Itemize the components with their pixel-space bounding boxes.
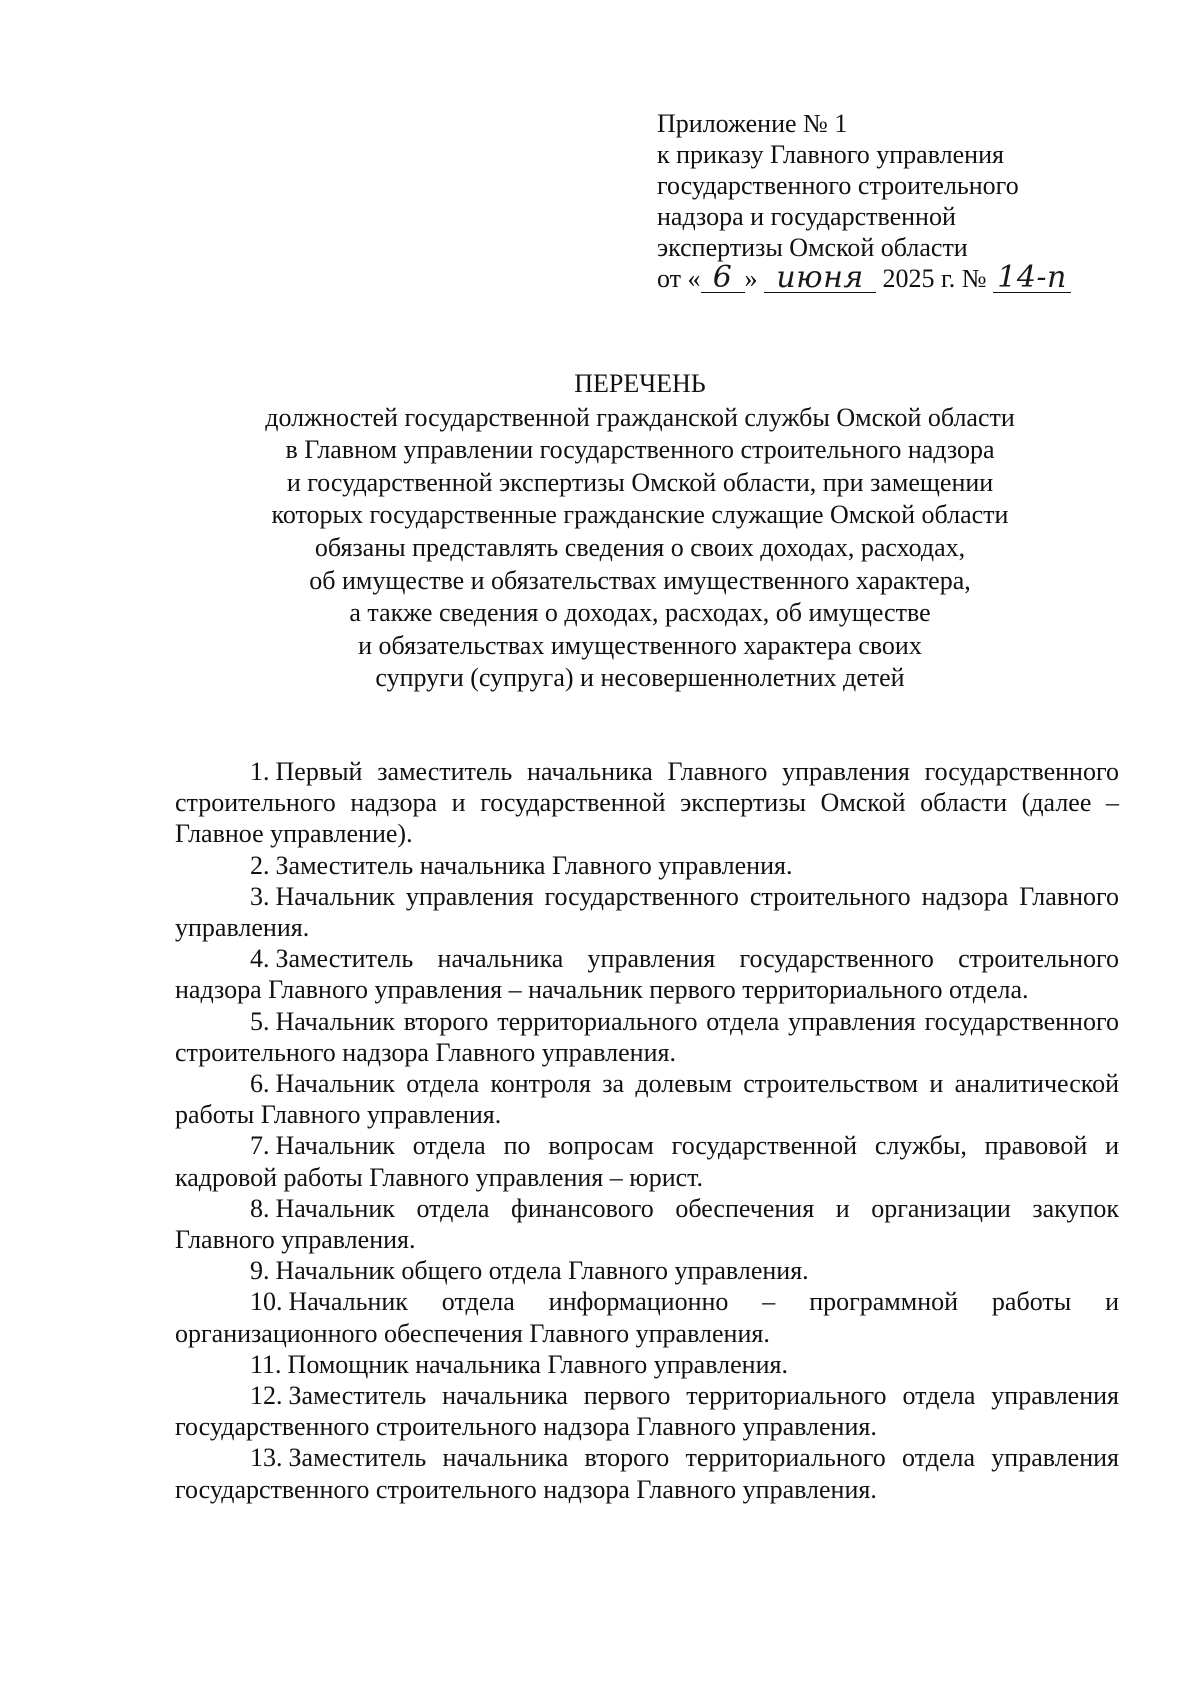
list-item — [175, 1286, 1119, 1348]
item-number: 7. — [250, 1131, 270, 1161]
item-number: 13. — [250, 1443, 283, 1473]
title-line: супруги (супруга) и несовершеннолетних детей — [375, 663, 905, 693]
date-prefix: от « — [657, 264, 701, 293]
item-number: 10. — [250, 1287, 283, 1317]
title-line: и государственной экспертизы Омской области, при замещении — [286, 467, 994, 497]
item-text: Заместитель начальника второго территориального отдела управления государственного строительного надзора Главного управления. — [175, 1443, 1119, 1504]
item-text: Заместитель начальника Главного управления. — [275, 850, 793, 880]
title-line: и обязательствах имущественного характера своих — [358, 630, 922, 660]
item-number: 1. — [250, 757, 270, 786]
item-text: Начальник отдела контроля за долевым строительством и аналитической работы Главного управления. — [175, 1069, 1119, 1130]
list-item — [175, 1068, 1119, 1130]
list-item — [175, 1442, 1119, 1504]
item-number: 12. — [250, 1381, 283, 1411]
item-number: 4. — [250, 944, 270, 974]
title-line: а также сведения о доходах, расходах, об имуществе — [349, 598, 931, 628]
date-closing-quote: » — [744, 264, 758, 293]
item-number: 8. — [250, 1193, 270, 1223]
date-month-handwritten: июня — [776, 260, 864, 295]
list-item — [175, 1255, 1119, 1286]
item-text: Начальник общего отдела Главного управления. — [275, 1256, 809, 1286]
item-number: 6. — [250, 1069, 270, 1099]
title-line: которых государственные гражданские служащие Омской области — [271, 500, 1009, 530]
appendix-line-agency-3: экспертизы Омской области — [657, 233, 968, 262]
list-item — [175, 1349, 1119, 1380]
appendix-line-order: к приказу Главного управления — [657, 140, 1004, 169]
item-text: Помощник начальника Главного управления. — [287, 1349, 788, 1379]
item-text: Начальник отдела информационно – программной работы и организационного обеспечения Главного управления. — [175, 1287, 1119, 1348]
list-item — [175, 943, 1119, 1005]
item-number: 3. — [250, 881, 270, 911]
list-item — [175, 756, 1119, 850]
item-number: 2. — [250, 850, 270, 880]
positions-list — [175, 756, 1119, 1505]
item-text: Начальник управления государственного строительного надзора Главного управления. — [175, 881, 1119, 943]
order-number-handwritten: 14-п — [997, 260, 1067, 295]
date-day-field — [701, 260, 745, 295]
list-item — [175, 1006, 1119, 1068]
order-date-line — [657, 260, 1127, 295]
document-heading: ПЕРЕЧЕНЬ — [574, 369, 706, 398]
item-number: 9. — [250, 1256, 270, 1286]
title-line: об имуществе и обязательствах имущественного характера, — [309, 565, 971, 595]
list-item — [175, 1380, 1119, 1442]
item-text: Начальник второго территориального отдела управления государственного строительного надзора Главного управления. — [175, 1006, 1119, 1067]
item-text: Заместитель начальника первого территориального отдела управления государственного строительного надзора Главного управления. — [175, 1381, 1119, 1442]
date-year-and-number-label: 2025 г. № — [882, 264, 987, 293]
list-item — [175, 881, 1119, 943]
title-line: должностей государственной гражданской службы Омской области — [265, 402, 1015, 432]
appendix-header — [657, 108, 1127, 294]
date-day-handwritten: 6 — [712, 260, 733, 295]
item-text: Начальник отдела по вопросам государственной службы, правовой и кадровой работы Главного управления – юрист. — [175, 1131, 1119, 1192]
item-number: 11. — [250, 1349, 282, 1379]
title-line: в Главном управлении государственного строительного надзора — [285, 435, 995, 465]
item-number: 5. — [250, 1006, 270, 1036]
appendix-title: Приложение № 1 — [657, 109, 848, 138]
list-item — [175, 1193, 1119, 1255]
appendix-line-agency-1: государственного строительного — [657, 171, 1019, 200]
appendix-line-agency-2: надзора и государственной — [657, 202, 956, 231]
date-month-field — [764, 260, 876, 295]
list-item — [175, 850, 1119, 881]
order-number-field — [993, 260, 1071, 295]
list-item — [175, 1130, 1119, 1192]
document-title-block — [160, 368, 1120, 695]
item-text: Начальник отдела финансового обеспечения и организации закупок Главного управления. — [175, 1193, 1119, 1255]
item-text: Первый заместитель начальника Главного управления государственного строительного надзора и государственной экспертизы Омской области (далее – Главное управление). — [175, 757, 1119, 849]
title-line: обязаны представлять сведения о своих доходах, расходах, — [314, 532, 966, 562]
item-text: Заместитель начальника управления государственного строительного надзора Главного управления – начальник первого территориального отдела. — [175, 944, 1119, 1005]
